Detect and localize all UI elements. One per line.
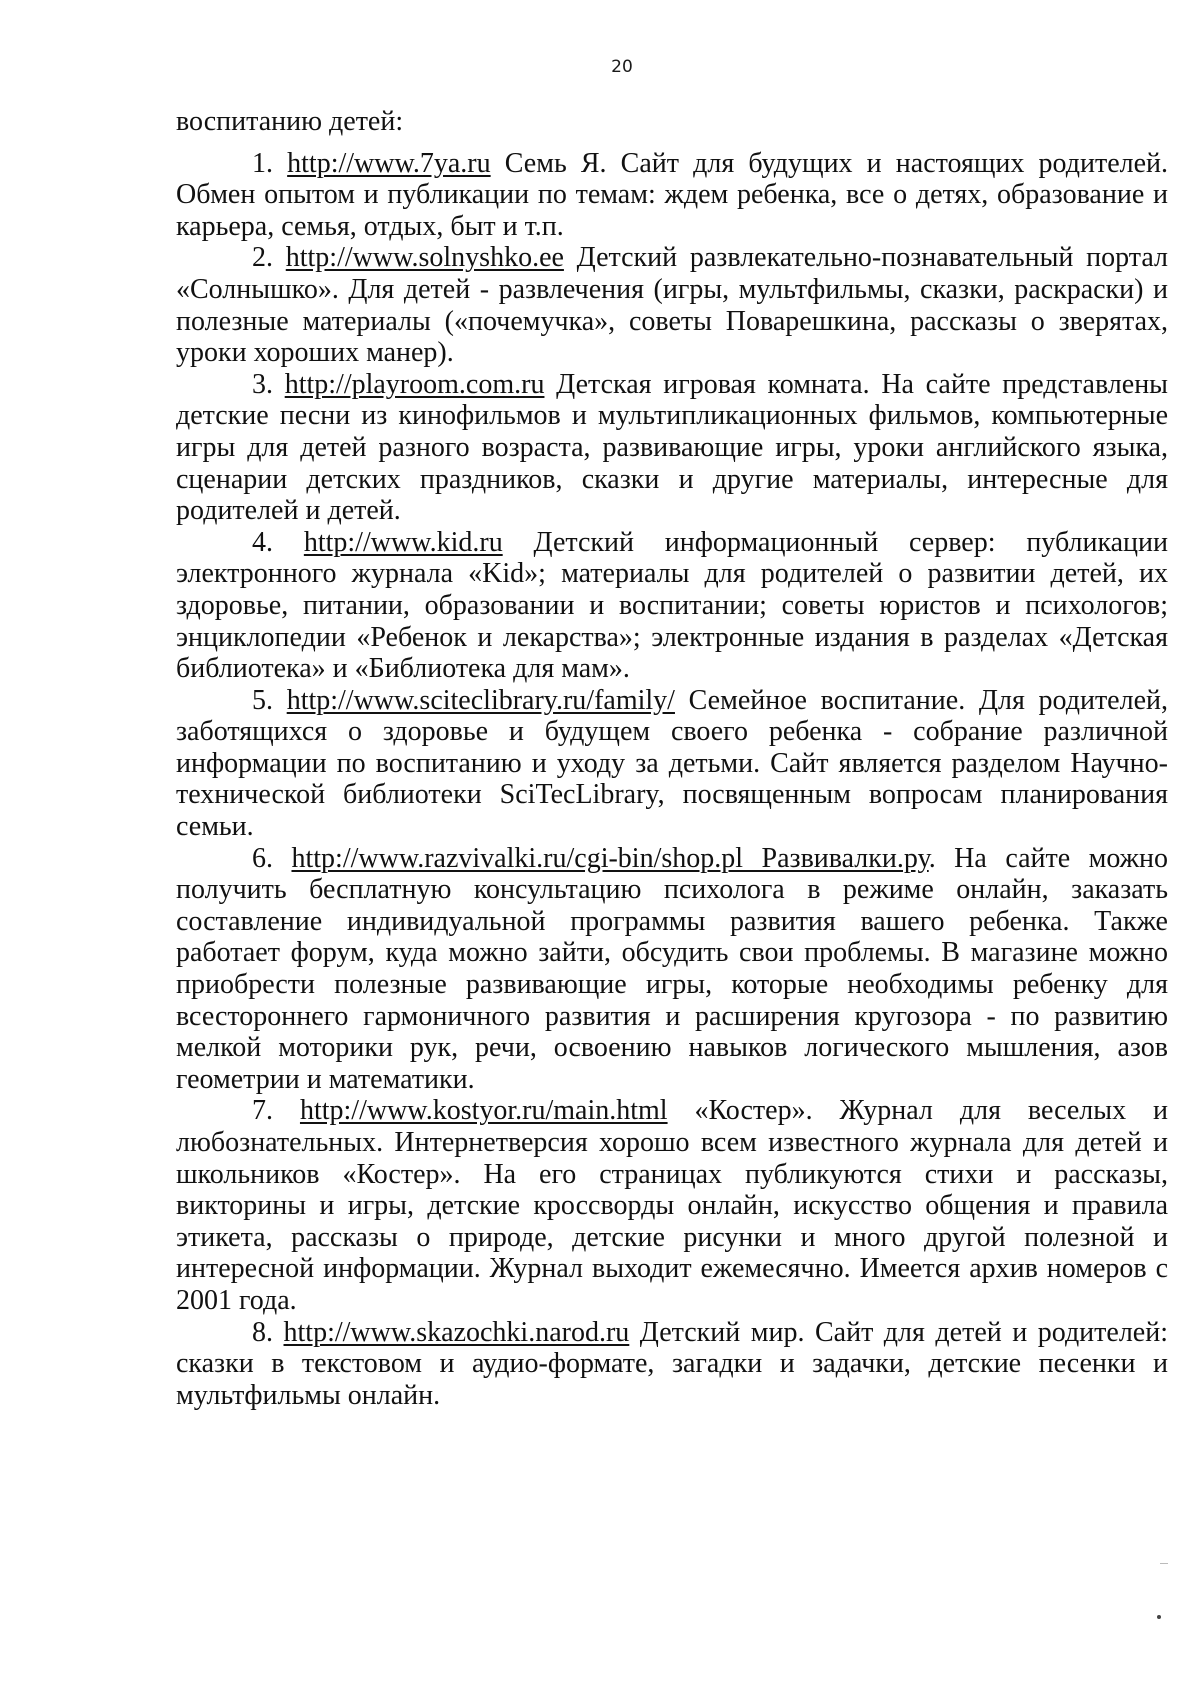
list-item: [176, 369, 1168, 527]
list-item: [176, 1095, 1168, 1316]
item-link[interactable]: http://www.kostyor.ru/main.html: [299, 1095, 668, 1127]
item-number: 7.: [252, 1095, 273, 1127]
item-number: 5.: [252, 684, 273, 716]
item-description: Детский мир. Сайт для детей и родителей: сказки в текстовом и аудио-формате, загадки и задачки, детские песенки и мультфильмы онлайн.: [176, 1316, 1168, 1411]
item-link[interactable]: http://www.solnyshko.ee: [285, 242, 564, 274]
page-number: 20: [611, 57, 633, 77]
item-number: 1.: [252, 147, 273, 179]
scan-speck: [1160, 1563, 1168, 1564]
list-item: [176, 242, 1168, 368]
list-item: [176, 527, 1168, 685]
intro-line: воспитанию детей:: [176, 106, 404, 137]
item-description: «Костер». Журнал для веселых и любознательных. Интернетверсия хорошо всем известного журнала для детей и школьников «Костер». На его страницах публикуются стихи и рассказы, викторины и игры, детские кроссворды онлайн, искусство общения и правила этикета, рассказы о природе, детские рисунки и много другой полезной и интересной информации. Журнал выходит ежемесячно. Имеется архив номеров с 2001 года.: [176, 1095, 1168, 1316]
scan-dot: [1157, 1615, 1161, 1619]
item-description: Детский информационный сервер: публикации электронного журнала «Kid»; материалы для родителей о развитии детей, их здоровье, питании, образовании и воспитании; советы юристов и психологов; энциклопедии «Ребенок и лекарства»; электронные издания в разделах «Детская библиотека» и «Библиотека для мам».: [176, 526, 1169, 685]
item-description: Детская игровая комната. На сайте представлены детские песни из кинофильмов и мультипликационных фильмов, компьютерные игры для детей разного возраста, развивающие игры, уроки английского языка, сценарии детских праздников, сказки и другие материалы, интересные для родителей и детей.: [176, 368, 1168, 527]
item-description: . На сайте можно получить бесплатную консультацию психолога в режиме онлайн, заказать составление индивидуальной программы развития вашего ребенка. Также работает форум, куда можно зайти, обсудить свои проблемы. В магазине можно приобрести полезные развивающие игры, которые необходимы ребенку для всестороннего гармоничного развития и расширения кругозора - по развитию мелкой моторики рук, речи, освоению навыков логического мышления, азов геометрии и математики.: [176, 842, 1168, 1095]
item-number: 6.: [252, 842, 273, 874]
item-number: 3.: [252, 368, 273, 400]
item-link[interactable]: http://playroom.com.ru: [284, 368, 545, 400]
item-number: 4.: [252, 526, 273, 558]
item-description: Детский развлекательно-познавательный портал «Солнышко». Для детей - развлечения (игры, мультфильмы, сказки, раскраски) и полезные материалы («почемучка», советы Поварешкина, рассказы о зверятах, уроки хороших манер).: [176, 242, 1168, 369]
page-body: [176, 106, 1168, 1411]
item-link[interactable]: http://www.kid.ru: [303, 526, 503, 558]
item-description: Семейное воспитание. Для родителей, заботящихся о здоровье и будущем своего ребенка - собрание различной информации по воспитанию и уходу за детьми. Сайт является разделом Научно-технической библиотеки SciTecLibrary, посвященным вопросам планирования семьи.: [176, 684, 1168, 843]
item-link[interactable]: http://www.7ya.ru: [287, 147, 491, 179]
item-number: 8.: [252, 1316, 273, 1348]
item-link[interactable]: http://www.razvivalki.ru/cgi-bin/shop.pl Развивалки.ру: [291, 842, 929, 874]
item-description: Семь Я. Сайт для будущих и настоящих родителей. Обмен опытом и публикации по темам: ждем ребенка, все о детях, образование и карьера, семья, отдых, быт и т.п.: [176, 147, 1169, 242]
list-item: [176, 1317, 1168, 1412]
list-item: [176, 148, 1168, 243]
item-link[interactable]: http://www.sciteclibrary.ru/family/: [286, 684, 675, 716]
item-number: 2.: [252, 242, 273, 274]
list-item: [176, 843, 1168, 1096]
item-link[interactable]: http://www.skazochki.narod.ru: [283, 1316, 630, 1348]
list-item: [176, 685, 1168, 843]
